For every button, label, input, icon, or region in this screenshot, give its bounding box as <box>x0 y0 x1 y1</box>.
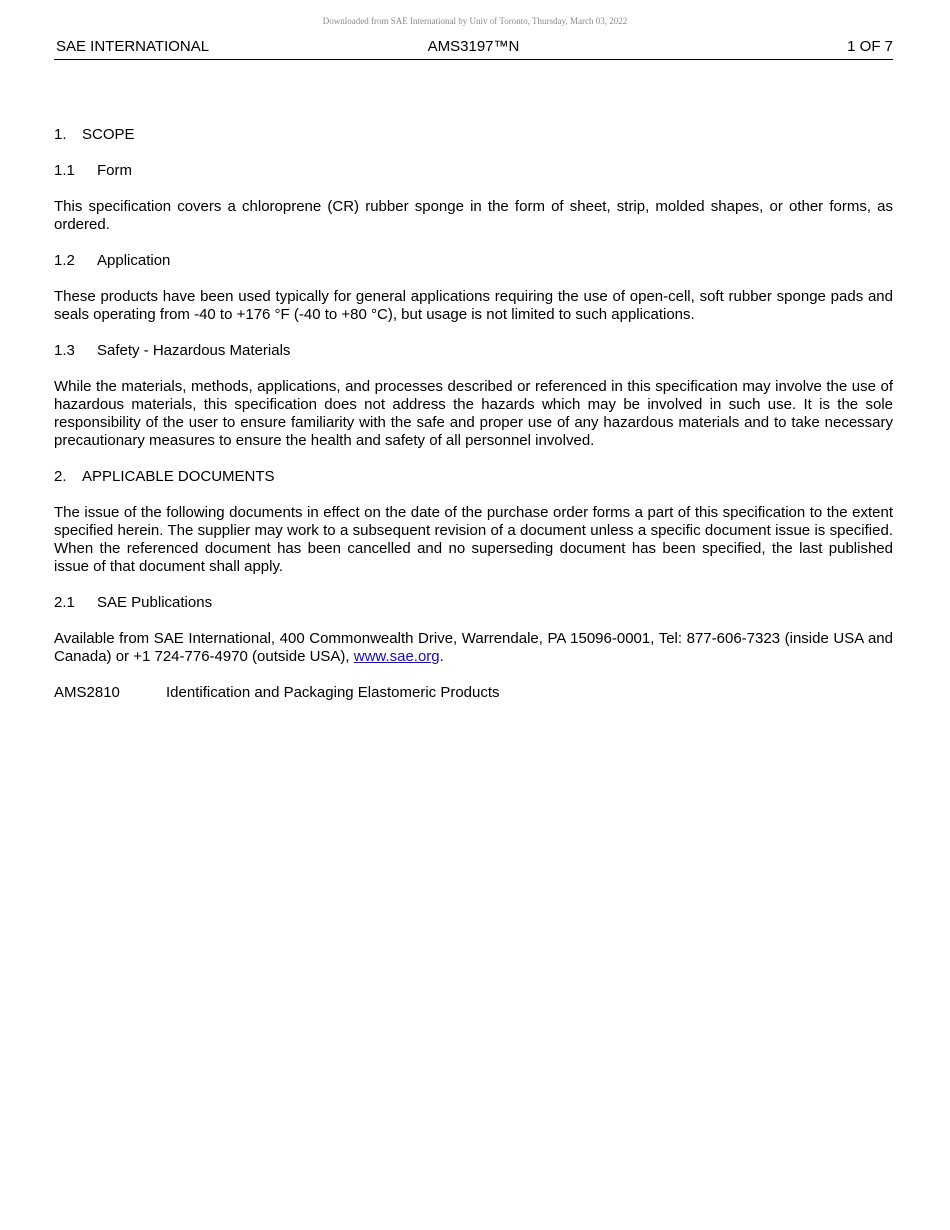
section-title: Safety - Hazardous Materials <box>97 342 291 359</box>
section-title: Application <box>97 252 171 269</box>
section-title: SAE Publications <box>97 594 213 611</box>
section-heading-applicable-documents <box>54 468 893 486</box>
section-heading-scope <box>54 126 893 144</box>
section-title: SCOPE <box>82 126 135 143</box>
section-heading-sae-publications <box>54 594 893 612</box>
section-title: Form <box>97 162 132 179</box>
reference-row <box>54 684 893 702</box>
sae-website-link[interactable]: www.sae.org <box>353 648 440 665</box>
paragraph-application: These products have been used typically for general applications requiring the use of open-cell, soft rubber sponge pads and seals operating from -40 to +176 °F (-40 to +80 °C), but usage is not limited to such applications. <box>54 288 893 323</box>
section-number: 2.1 <box>54 594 75 611</box>
download-watermark: Downloaded from SAE International by Univ of Toronto, Thursday, March 03, 2022 <box>322 16 628 26</box>
paragraph-applicable-documents: The issue of the following documents in effect on the date of the purchase order forms a part of this specification to the extent specified herein. The supplier may work to a subsequent revision of a document unless a specific document issue is specified. When the referenced document has been cancelled and no superseding document has been specified, the last published issue of that document shall apply. <box>54 504 893 575</box>
page-header <box>54 38 893 60</box>
sentence-end: . <box>439 648 444 665</box>
paragraph-sae-publications <box>54 630 893 666</box>
header-page-number: 1 OF 7 <box>847 38 893 55</box>
paragraph-form: This specification covers a chloroprene (CR) rubber sponge in the form of sheet, strip, molded shapes, or other forms, as ordered. <box>54 198 893 233</box>
header-publisher: SAE INTERNATIONAL <box>56 38 210 55</box>
section-heading-form <box>54 162 893 180</box>
reference-code: AMS2810 <box>54 684 120 701</box>
header-document-id: AMS3197™N <box>427 38 520 55</box>
section-number: 1.1 <box>54 162 75 179</box>
sae-address-text: Available from SAE International, 400 Commonwealth Drive, Warrendale, PA 15096-0001, Tel: 877-606-7323 (inside USA and Canada) or +1 724-776-4970 (outside USA), <box>54 630 893 665</box>
document-body <box>54 126 893 702</box>
section-number: 1.3 <box>54 342 75 359</box>
section-heading-safety <box>54 342 893 360</box>
section-heading-application <box>54 252 893 270</box>
section-number: 2. <box>54 468 67 485</box>
reference-title: Identification and Packaging Elastomeric Products <box>166 684 500 701</box>
section-number: 1. <box>54 126 67 143</box>
paragraph-safety: While the materials, methods, applications, and processes described or referenced in this specification may involve the use of hazardous materials, this specification does not address the hazards which may be involved in such use. It is the sole responsibility of the user to ensure familiarity with the safe and proper use of any hazardous materials and to take necessary precautionary measures to ensure the health and safety of all personnel involved. <box>54 378 893 449</box>
section-title: APPLICABLE DOCUMENTS <box>82 468 275 485</box>
section-number: 1.2 <box>54 252 75 269</box>
